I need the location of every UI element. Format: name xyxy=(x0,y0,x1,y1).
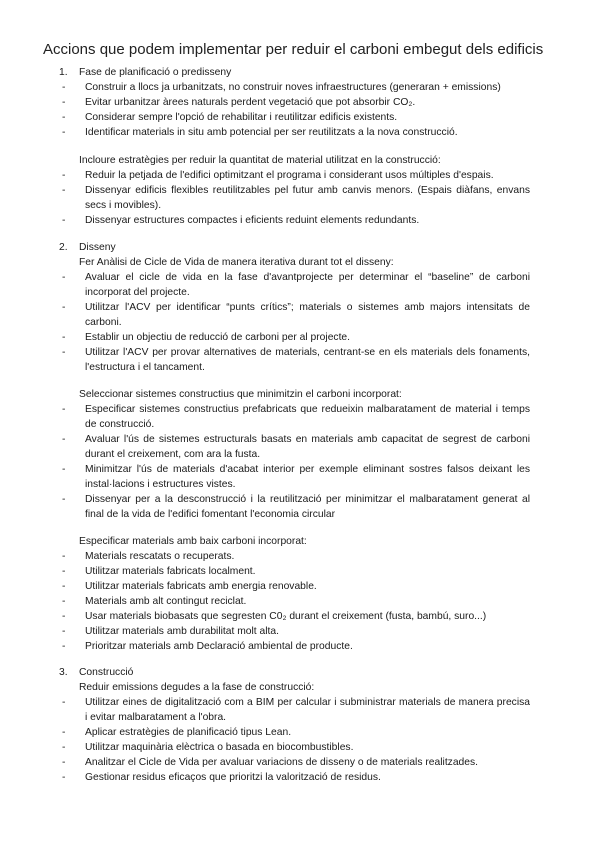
section-3-list-1 xyxy=(62,695,530,785)
dash-marker: - xyxy=(62,566,66,577)
list-item xyxy=(62,564,530,579)
list-item-text: Prioritzar materials amb Declaració ambiental de producte. xyxy=(85,641,353,652)
dash-marker: - xyxy=(62,112,66,123)
dash-marker: - xyxy=(62,742,66,753)
section-1-list-1 xyxy=(62,80,530,140)
list-item-text: Utilitzar l'ACV per provar alternatives de materials, centrant-se en els materials dels fonaments, l'estructura i el tancament. xyxy=(85,347,530,373)
list-item-text: Avaluar l'ús de sistemes estructurals basats en materials amb capacitat de segrest de carboni durant el creixement, com ara la fusta. xyxy=(85,434,530,460)
list-item xyxy=(62,725,530,740)
list-item xyxy=(62,125,530,140)
list-item xyxy=(62,624,530,639)
list-item xyxy=(62,270,530,300)
list-item-text: Dissenyar edificis flexibles reutilitzables pel futur amb canvis menors. (Espais diàfans, envans secs i movibles). xyxy=(85,185,530,211)
dash-marker: - xyxy=(62,97,66,108)
dash-marker: - xyxy=(62,272,66,283)
list-item-text: Establir un objectiu de reducció de carboni per al projecte. xyxy=(85,332,351,343)
list-item-text: Materials amb alt contingut reciclat. xyxy=(85,596,247,607)
list-item-text: Construir a llocs ja urbanitzats, no construir noves infraestructures (generaran + emissions) xyxy=(85,82,501,93)
list-item-text: Dissenyar per a la desconstrucció i la reutilització per minimitzar el malbaratament generat al final de la vida de l'edifici fomentant l'economia circular xyxy=(85,494,530,520)
section-number: 3. xyxy=(59,667,68,678)
section-1-list-2 xyxy=(62,168,530,228)
list-item xyxy=(62,740,530,755)
dash-marker: - xyxy=(62,170,66,181)
section-1-intro-2: Incloure estratègies per reduir la quantitat de material utilitzat en la construcció: xyxy=(79,155,441,166)
dash-marker: - xyxy=(62,626,66,637)
list-item-text: Evitar urbanitzar àrees naturals perdent vegetació que pot absorbir CO₂. xyxy=(85,97,416,108)
section-1-heading xyxy=(59,65,231,80)
dash-marker: - xyxy=(62,464,66,475)
dash-marker: - xyxy=(62,772,66,783)
list-item-text: Gestionar residus eficaços que prioritzi la valorització de residus. xyxy=(85,772,381,783)
section-3-heading xyxy=(59,665,133,680)
list-item xyxy=(62,330,530,345)
section-number: 2. xyxy=(59,242,68,253)
dash-marker: - xyxy=(62,581,66,592)
list-item-text: Utilitzar eines de digitalització com a BIM per calcular i subministrar materials de manera precisa i evitar malbaratament a l'obra. xyxy=(85,697,530,723)
section-2-list-2 xyxy=(62,402,530,522)
list-item xyxy=(62,213,530,228)
dash-marker: - xyxy=(62,127,66,138)
list-item xyxy=(62,95,530,110)
list-item xyxy=(62,770,530,785)
dash-marker: - xyxy=(62,185,66,196)
dash-marker: - xyxy=(62,611,66,622)
list-item-text: Avaluar el cicle de vida en la fase d'avantprojecte per determinar el “baseline” de carboni incorporat del projecte. xyxy=(85,272,530,298)
dash-marker: - xyxy=(62,641,66,652)
section-title: Fase de planificació o predisseny xyxy=(79,67,232,78)
section-2-intro-2: Seleccionar sistemes constructius que minimitzin el carboni incorporat: xyxy=(79,389,402,400)
list-item xyxy=(62,549,530,564)
dash-marker: - xyxy=(62,302,66,313)
dash-marker: - xyxy=(62,494,66,505)
dash-marker: - xyxy=(62,332,66,343)
section-number: 1. xyxy=(59,67,68,78)
section-2-list-1 xyxy=(62,270,530,375)
list-item-text: Especificar sistemes constructius prefabricats que redueixin malbaratament de material i temps de construcció. xyxy=(85,404,530,430)
list-item xyxy=(62,594,530,609)
dash-marker: - xyxy=(62,596,66,607)
list-item-text: Analitzar el Cicle de Vida per avaluar variacions de disseny o de materials realitzades. xyxy=(85,757,479,768)
list-item-text: Minimitzar l'ús de materials d'acabat interior per exemple eliminant sostres falsos deixant les instal·lacions i estructures vistes. xyxy=(85,464,530,490)
list-item-text: Utilitzar l'ACV per identificar “punts crítics”; materials o sistemes amb majors intensitats de carboni. xyxy=(85,302,530,328)
list-item-text: Dissenyar estructures compactes i eficients reduint elements redundants. xyxy=(85,215,420,226)
list-item xyxy=(62,402,530,432)
list-item-text: Aplicar estratègies de planificació tipus Lean. xyxy=(85,727,292,738)
list-item xyxy=(62,432,530,462)
list-item xyxy=(62,755,530,770)
list-item xyxy=(62,345,530,375)
dash-marker: - xyxy=(62,434,66,445)
section-2-intro-3: Especificar materials amb baix carboni incorporat: xyxy=(79,536,307,547)
list-item xyxy=(62,80,530,95)
dash-marker: - xyxy=(62,82,66,93)
dash-marker: - xyxy=(62,551,66,562)
list-item xyxy=(62,492,530,522)
list-item xyxy=(62,110,530,125)
list-item-text: Considerar sempre l'opció de rehabilitar i reutilitzar edificis existents. xyxy=(85,112,398,123)
dash-marker: - xyxy=(62,757,66,768)
list-item xyxy=(62,579,530,594)
list-item-text: Utilitzar materials fabricats localment. xyxy=(85,566,256,577)
list-item xyxy=(62,462,530,492)
dash-marker: - xyxy=(62,215,66,226)
dash-marker: - xyxy=(62,347,66,358)
document-title: Accions que podem implementar per reduir el carboni embegut dels edificis xyxy=(43,41,544,58)
list-item-text: Utilitzar maquinària elèctrica o basada en biocombustibles. xyxy=(85,742,354,753)
list-item-text: Materials rescatats o recuperats. xyxy=(85,551,235,562)
list-item xyxy=(62,695,530,725)
section-title: Disseny xyxy=(79,242,116,253)
section-2-intro-1: Fer Anàlisi de Cicle de Vida de manera iterativa durant tot el disseny: xyxy=(79,257,394,268)
list-item xyxy=(62,639,530,654)
list-item xyxy=(62,300,530,330)
list-item xyxy=(62,168,530,183)
section-title: Construcció xyxy=(79,667,134,678)
list-item-text: Identificar materials in situ amb potencial per ser reutilitzats a la nova construcció. xyxy=(85,127,458,138)
section-2-list-3 xyxy=(62,549,530,654)
list-item-text: Utilitzar materials amb durabilitat molt alta. xyxy=(85,626,279,637)
list-item xyxy=(62,609,530,624)
section-2-heading xyxy=(59,240,116,255)
list-item-text: Utilitzar materials fabricats amb energia renovable. xyxy=(85,581,317,592)
section-3-intro-1: Reduir emissions degudes a la fase de construcció: xyxy=(79,682,315,693)
list-item xyxy=(62,183,530,213)
list-item-text: Reduir la petjada de l'edifici optimitzant el programa i considerant usos múltiples d'espais. xyxy=(85,170,494,181)
dash-marker: - xyxy=(62,697,66,708)
dash-marker: - xyxy=(62,404,66,415)
list-item-text: Usar materials biobasats que segresten C0₂ durant el creixement (fusta, bambú, suro...) xyxy=(85,611,487,622)
dash-marker: - xyxy=(62,727,66,738)
